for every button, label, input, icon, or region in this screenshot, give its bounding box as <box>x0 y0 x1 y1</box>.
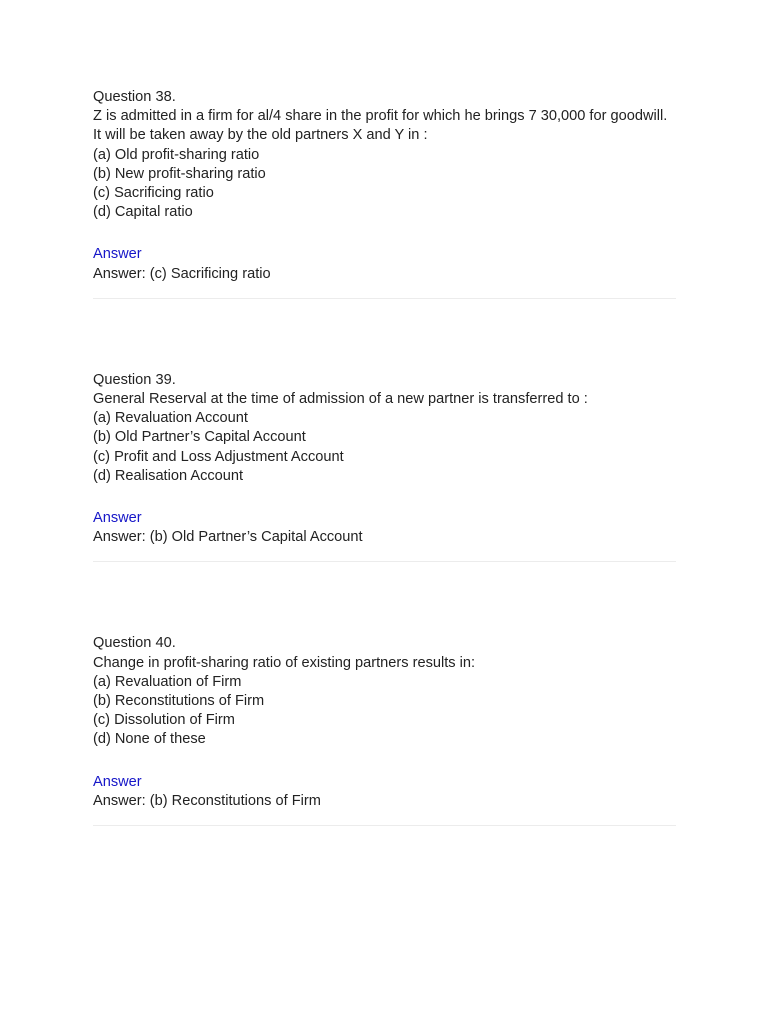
question-stem: General Reserval at the time of admission of a new partner is transferred to : <box>93 391 588 408</box>
question-block-39 <box>93 371 676 563</box>
option-b: (b) Reconstitutions of Firm <box>93 693 265 710</box>
answer-toggle-link[interactable]: Answer <box>93 510 142 527</box>
answer-text: Answer: (b) Old Partner’s Capital Account <box>93 529 363 546</box>
question-block-40 <box>93 634 676 826</box>
divider <box>93 825 676 826</box>
option-d: (d) Capital ratio <box>93 204 193 221</box>
answer-toggle-link[interactable]: Answer <box>93 773 142 790</box>
question-stem: Change in profit-sharing ratio of existing partners results in: <box>93 654 476 671</box>
question-title: Question 40. <box>93 635 176 652</box>
question-block-38 <box>93 88 676 299</box>
divider <box>93 561 676 562</box>
answer-text: Answer: (c) Sacrificing ratio <box>93 265 271 282</box>
option-c: (c) Dissolution of Firm <box>93 712 235 729</box>
answer-toggle-link[interactable]: Answer <box>93 246 142 263</box>
option-a: (a) Old profit-sharing ratio <box>93 146 260 163</box>
question-list <box>93 88 676 834</box>
answer-text: Answer: (b) Reconstitutions of Firm <box>93 792 321 809</box>
option-c: (c) Sacrificing ratio <box>93 185 214 202</box>
option-a: (a) Revaluation of Firm <box>93 673 242 690</box>
option-d: (d) Realisation Account <box>93 467 244 484</box>
option-d: (d) None of these <box>93 731 206 748</box>
question-title: Question 38. <box>93 89 176 105</box>
question-title: Question 39. <box>93 371 176 388</box>
question-stem: Z is admitted in a firm for al/4 share in the profit for which he brings 7 30,000 for goodwill. It will be taken away by the old partners X and Y in : <box>93 108 672 144</box>
option-b: (b) Old Partner’s Capital Account <box>93 429 306 446</box>
option-a: (a) Revaluation Account <box>93 410 248 427</box>
option-c: (c) Profit and Loss Adjustment Account <box>93 448 344 465</box>
divider <box>93 298 676 299</box>
option-b: (b) New profit-sharing ratio <box>93 165 266 182</box>
